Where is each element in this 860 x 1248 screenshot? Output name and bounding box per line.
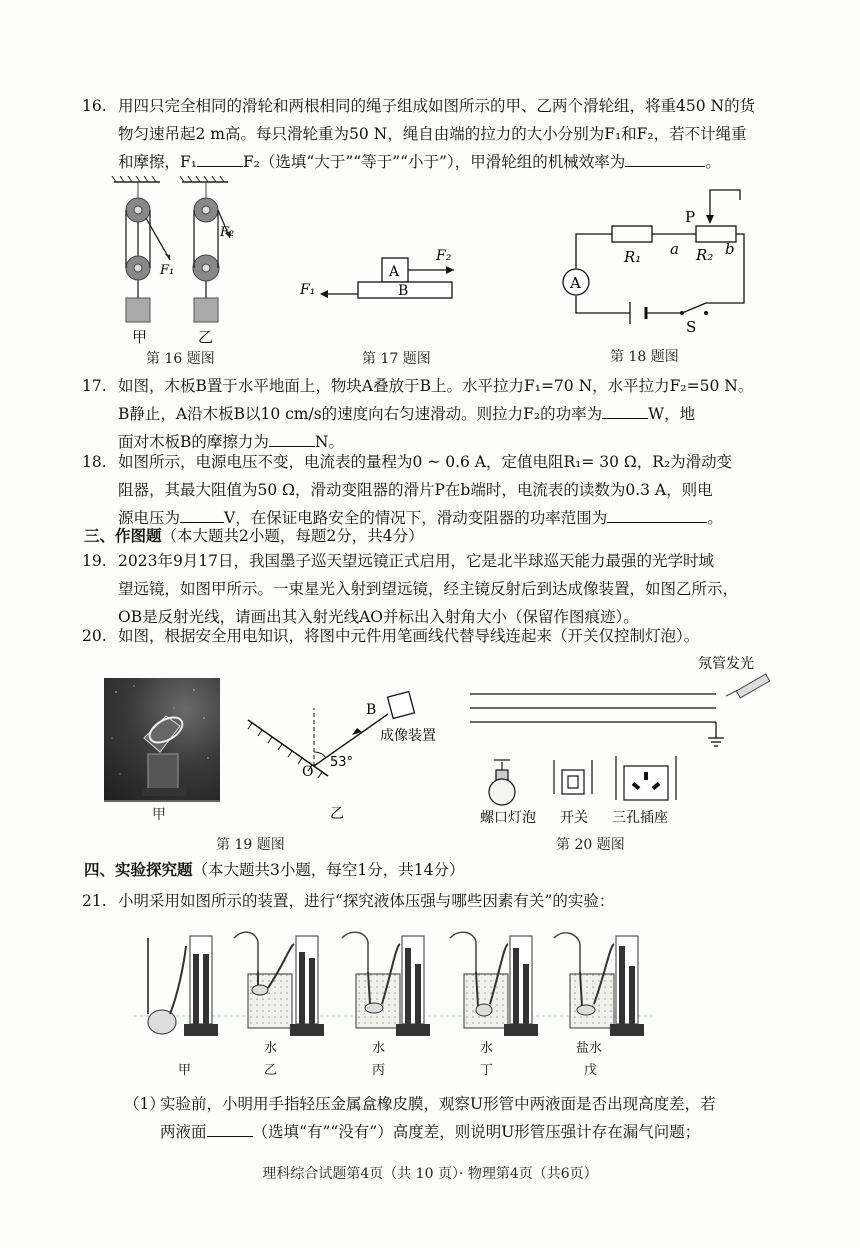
text-segment: N。 [314, 433, 344, 451]
question-20 [84, 622, 784, 650]
liquid-label: 盐水 [576, 1041, 603, 1056]
force-label: F₁ [300, 282, 316, 298]
text-segment: 源电压为 [118, 509, 181, 527]
resistor-label: R₂ [696, 246, 714, 264]
answer-blank[interactable] [625, 148, 705, 167]
question-number: 19. [82, 552, 107, 570]
liquid-label: 水 [372, 1041, 386, 1056]
terminal-label: a [670, 240, 679, 258]
question-number: 17. [82, 377, 107, 395]
section-heading [84, 856, 784, 884]
text-segment: F₂（选填“大于”“等于”“小于”），甲滑轮组的机械效率为 [242, 153, 626, 171]
telescope-icon [104, 678, 220, 802]
question-text-line: 实验前，小明用手指轻压金属盒橡皮膜，观察U形管中两液面是否出现高度差，若 [160, 1095, 716, 1113]
angle-label: 53° [330, 755, 354, 770]
question-text-line: 如图，根据安全用电知识，将图中元件用笔画线代替导线连起来（开关仅控制灯泡）。 [118, 627, 700, 645]
text-segment: W，地 [648, 405, 696, 423]
section-heading [84, 522, 784, 550]
answer-blank[interactable] [269, 428, 315, 447]
figure-caption: 第 19 题图 [216, 837, 285, 853]
answer-blank[interactable] [180, 504, 224, 523]
question-number: 16. [82, 97, 107, 115]
text-segment: 面对木板B的摩擦力为 [118, 433, 269, 451]
question-21 [84, 887, 784, 915]
question-text-line: 望远镜，如图甲所示。一束星光入射到望远镜，经主镜反射后到达成像装置，如图乙所示， [118, 580, 739, 598]
setup-label: 丁 [480, 1063, 494, 1078]
section-note: （本大题共3小题，每空1分，共14分） [192, 861, 465, 879]
text-segment: （选填“有”“没有”）高度差，则说明U形管压强计存在漏气问题； [252, 1123, 701, 1141]
setup-label: 甲 [178, 1063, 192, 1078]
figure-caption: 第 17 题图 [362, 351, 431, 367]
label-yi: 乙 [198, 328, 214, 346]
question-text-line: 如图所示，电源电压不变，电流表的量程为0 ~ 0.6 A，定值电阻R₁= 30 Ω，R₂为滑动变 [118, 453, 733, 471]
question-16 [84, 92, 784, 176]
question-text-line: 2023年9月17日，我国墨子巡天望远镜正式启用，它是北半球巡天能力最强的光学时域 [118, 552, 715, 570]
device-label: 成像装置 [380, 728, 436, 744]
block-figure [296, 238, 466, 308]
figure-caption: 第 20 题图 [556, 837, 625, 853]
question-text-line: 用四只完全相同的滑轮和两根相同的绳子组成如图所示的甲、乙两个滑轮组，将重450 N的货 [118, 97, 756, 115]
bulb-label: 螺口灯泡 [480, 810, 536, 826]
question-text-line: 小明采用如图所示的装置，进行“探究液体压强与哪些因素有关”的实验： [118, 892, 615, 910]
answer-blank[interactable] [602, 400, 648, 419]
force-label: F₁ [160, 263, 175, 278]
terminal-label: b [725, 240, 735, 258]
text-segment: 。 [705, 153, 721, 171]
setup-label: 乙 [264, 1063, 278, 1078]
wiring-diagram [466, 652, 786, 832]
photo-base-line [104, 800, 220, 802]
point-o-label: O [302, 764, 314, 780]
liquid-label: 水 [264, 1041, 278, 1056]
text-segment: 和摩擦，F₁ [118, 153, 197, 171]
question-number: 20. [82, 627, 107, 645]
telescope-photo [104, 678, 220, 802]
slider-label: P [685, 208, 696, 226]
question-18 [84, 448, 784, 532]
force-label: F₂ [436, 248, 452, 264]
question-number: 21. [82, 892, 107, 910]
question-text-line: 阻器，其最大阻值为50 Ω，滑动变阻器的滑片P在b端时，电流表的读数为0.3 A，则电 [118, 481, 713, 499]
answer-blank[interactable] [607, 504, 707, 523]
block-a-label: A [389, 264, 400, 280]
page-footer: 理科综合试题第4页（共 10 页）· 物理第4页（共6页） [262, 1166, 598, 1182]
figure-caption: 第 16 题图 [146, 351, 215, 367]
switch-label: 开关 [560, 810, 588, 826]
question-17 [84, 372, 784, 456]
question-text-line: OB是反射光线，请画出其入射光线AO并标出入射角大小（保留作图痕迹）。 [118, 608, 639, 626]
text-segment: V，在保证电路安全的情况下，滑动变阻器的功率范围为 [224, 509, 608, 527]
question-text-line [118, 400, 784, 428]
label-yi: 乙 [330, 806, 344, 822]
ammeter-label: A [570, 274, 581, 292]
label-jia: 甲 [132, 328, 148, 346]
liquid-label: 水 [480, 1041, 494, 1056]
question-text-line: 物匀速吊起2 m高。每只滑轮重为50 N，绳自由端的拉力的大小分别为F₁和F₂，若不计绳重 [118, 125, 747, 143]
text-segment: B静止，A沿木板B以10 cm/s的速度向右匀速滑动。则拉力F₂的功率为 [118, 405, 603, 423]
section-title: 三、作图题 [84, 526, 162, 545]
resistor-label: R₁ [624, 248, 642, 266]
question-21-part-1 [124, 1090, 784, 1146]
question-text-line [160, 1118, 784, 1146]
question-text-line [118, 148, 784, 176]
circuit-figure [554, 186, 754, 336]
setup-label: 戊 [584, 1063, 598, 1078]
label-jia: 甲 [152, 807, 166, 823]
section-title: 四、实验探究题 [84, 860, 193, 879]
pulley-figure [108, 176, 248, 346]
sub-question-number: （1） [124, 1095, 165, 1113]
figure-caption: 第 18 题图 [610, 349, 679, 365]
block-b-label: B [398, 283, 409, 299]
question-19 [84, 547, 784, 631]
text-segment: 。 [707, 509, 723, 527]
switch-label: S [686, 318, 697, 336]
pressure-gauge-figure [134, 924, 654, 1090]
answer-blank[interactable] [207, 1118, 253, 1137]
section-note: （本大题共2小题，每题2分，共4分） [161, 527, 424, 545]
neon-label: 氖管发光 [698, 656, 754, 672]
text-segment: 两液面 [160, 1123, 207, 1141]
question-text-line: 如图，木板B置于水平地面上，物块A叠放于B上。水平拉力F₁=70 N，水平拉力F₂=50 N。 [118, 377, 754, 395]
force-label: F₂ [220, 225, 235, 240]
point-b-label: B [366, 702, 377, 718]
question-number: 18. [82, 453, 107, 471]
answer-blank[interactable] [197, 148, 243, 167]
socket-label: 三孔插座 [612, 810, 668, 826]
reflection-diagram [238, 684, 468, 824]
setup-label: 丙 [372, 1063, 386, 1078]
